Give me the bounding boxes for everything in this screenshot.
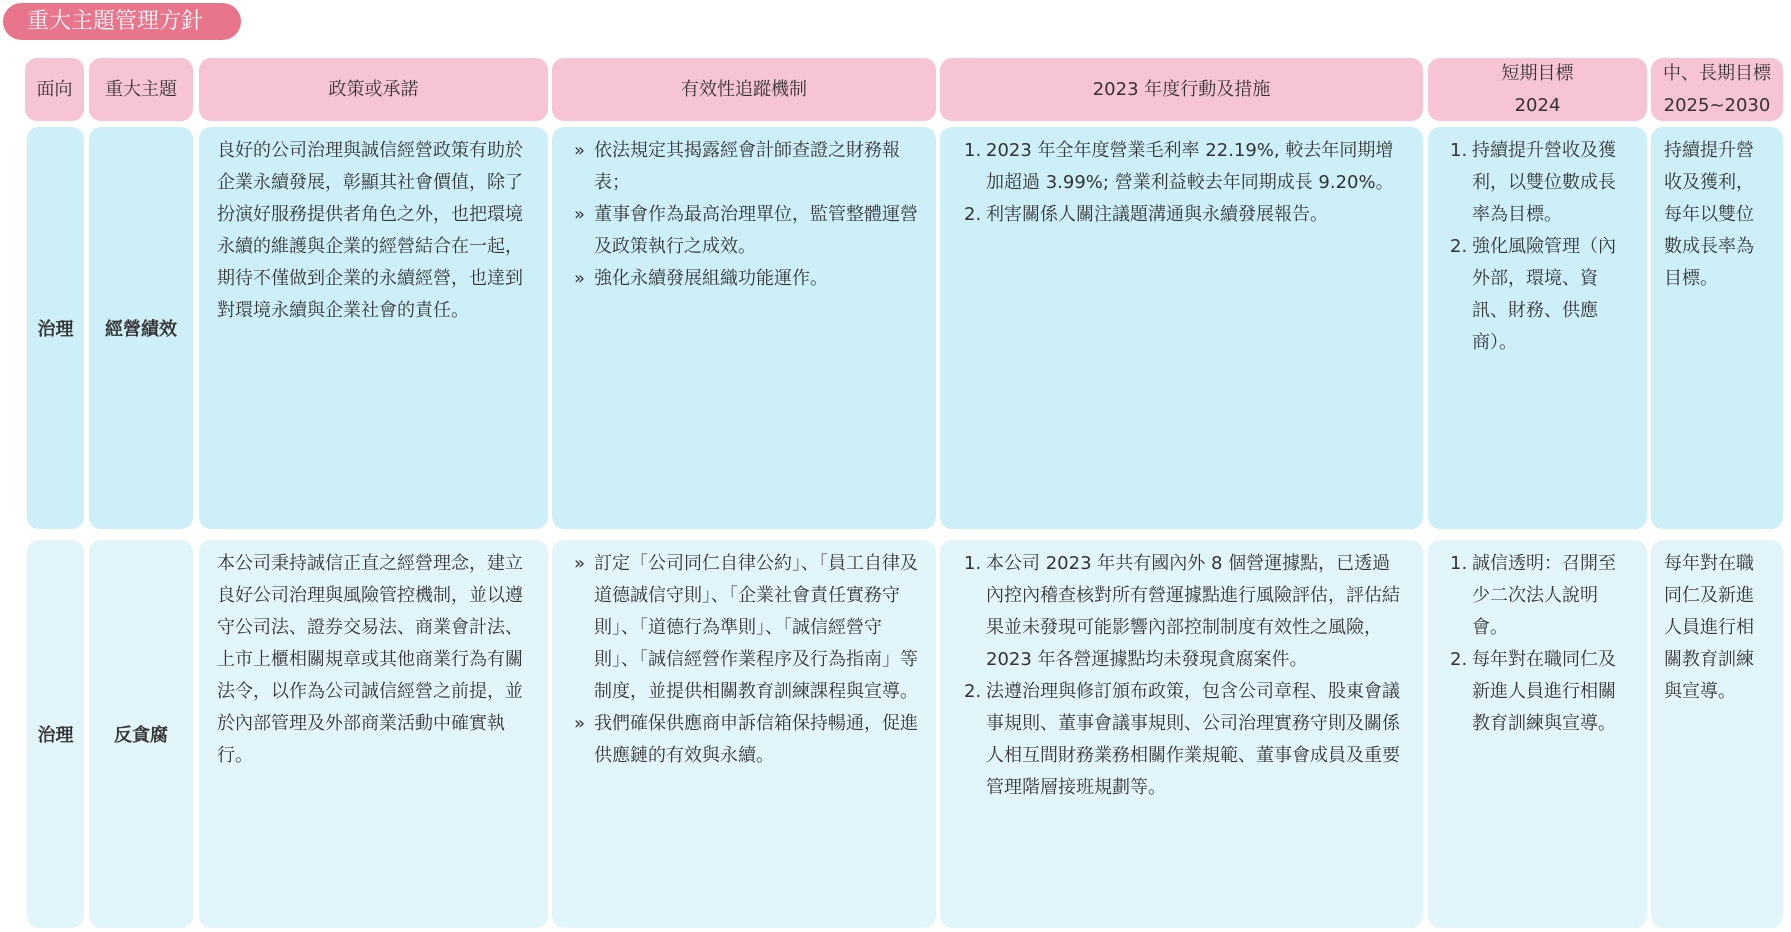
header-actions: 2023 年度行動及措施 <box>940 58 1423 121</box>
row2-short-item <box>1450 644 1633 740</box>
row2-tracking-item: » 我們確保供應商申訴信箱保持暢通，促進供應鏈的有效與永續。 <box>572 708 920 772</box>
row2-tracking <box>552 540 936 928</box>
row1-tracking-item: » 強化永續發展組織功能運作。 <box>572 263 920 295</box>
row2-short-item <box>1450 548 1633 644</box>
row1-short-item <box>1450 231 1633 359</box>
action-text: 本公司 2023 年共有國內外 8 個營運據點，已透過內控內稽查核對所有營運據點進行風險評估，評估結果並未發現可能影響內部控制制度有效性之風險，2023 年各營運據點均未發現貪腐案件。 <box>986 553 1400 670</box>
short-term-text: 持續提升營收及獲利，以雙位數成長率為目標。 <box>1472 140 1616 225</box>
row1-short-item <box>1450 135 1633 231</box>
header-topic: 重大主題 <box>89 58 193 121</box>
row2-policy: 本公司秉持誠信正直之經營理念，建立良好公司治理與風險管控機制，並以遵守公司法、證券交易法、商業會計法、上市上櫃相關規章或其他商業行為有關法令，以作為公司誠信經營之前提，並於內部管理及外部商業活動中確實執行。 <box>199 540 548 928</box>
row1-actions <box>940 127 1423 529</box>
row1-short-term <box>1428 127 1647 529</box>
row2-long-term: 每年對在職同仁及新進人員進行相關教育訓練與宣導。 <box>1651 540 1783 928</box>
action-text: 利害關係人關注議題溝通與永續發展報告。 <box>986 204 1328 225</box>
list-number: 2. <box>1450 236 1468 257</box>
short-term-text: 誠信透明：召開至少二次法人說明會。 <box>1472 553 1616 638</box>
list-number: 1. <box>1450 140 1468 161</box>
row1-long-term: 持續提升營收及獲利，每年以雙位數成長率為目標。 <box>1651 127 1783 529</box>
list-number: 2. <box>964 681 982 702</box>
row2-short-term <box>1428 540 1647 928</box>
row2-tracking-item: » 訂定「公司同仁自律公約」、「員工自律及道德誠信守則」、「企業社會責任實務守則」、「道德行為準則」、「誠信經營守則」、「誠信經營作業程序及行為指南」等制度，並提供相關教育訓練課程與宣導。 <box>572 548 920 708</box>
action-text: 法遵治理與修訂頒布政策，包含公司章程、股東會議事規則、董事會議事規則、公司治理實務守則及關係人相互間財務業務相關作業規範、董事會成員及重要管理階層接班規劃等。 <box>986 681 1400 798</box>
list-number: 1. <box>1450 553 1468 574</box>
row2-action-item <box>964 676 1407 804</box>
list-number: 1. <box>964 140 982 161</box>
header-short-term <box>1428 58 1647 121</box>
list-number: 2. <box>1450 649 1468 670</box>
row1-aspect: 治理 <box>27 127 84 529</box>
row1-tracking-item: » 依法規定其揭露經會計師查證之財務報表； <box>572 135 920 199</box>
list-number: 1. <box>964 553 982 574</box>
action-text: 2023 年全年度營業毛利率 22.19%, 較去年同期增加超過 3.99%; 營業利益較去年同期成長 9.20%。 <box>986 140 1394 193</box>
header-short-term-label: 短期目標 <box>1501 62 1574 84</box>
row1-tracking <box>552 127 936 529</box>
section-title: 重大主題管理方針 <box>3 3 241 40</box>
row1-action-item <box>964 199 1407 231</box>
row2-aspect: 治理 <box>27 540 84 928</box>
row1-tracking-item: » 董事會作為最高治理單位，監管整體運營及政策執行之成效。 <box>572 199 920 263</box>
header-tracking: 有效性追蹤機制 <box>552 58 936 121</box>
header-policy: 政策或承諾 <box>199 58 548 121</box>
short-term-text: 每年對在職同仁及新進人員進行相關教育訓練與宣導。 <box>1472 649 1616 734</box>
header-short-term-year: 2024 <box>1514 94 1561 116</box>
row2-actions <box>940 540 1423 928</box>
list-number: 2. <box>964 204 982 225</box>
row1-topic: 經營績效 <box>89 127 193 529</box>
header-long-term-years: 2025~2030 <box>1663 94 1771 116</box>
header-aspect: 面向 <box>25 58 84 121</box>
header-long-term <box>1651 58 1783 121</box>
row2-topic: 反貪腐 <box>89 540 193 928</box>
row1-action-item <box>964 135 1407 199</box>
row1-policy: 良好的公司治理與誠信經營政策有助於企業永續發展，彰顯其社會價值，除了扮演好服務提供者角色之外，也把環境永續的維護與企業的經營結合在一起，期待不僅做到企業的永續經營，也達到對環境永續與企業社會的責任。 <box>199 127 548 529</box>
short-term-text: 強化風險管理（內外部，環境、資訊、財務、供應商）。 <box>1472 236 1616 353</box>
header-long-term-label: 中、長期目標 <box>1663 62 1771 84</box>
row2-action-item <box>964 548 1407 676</box>
